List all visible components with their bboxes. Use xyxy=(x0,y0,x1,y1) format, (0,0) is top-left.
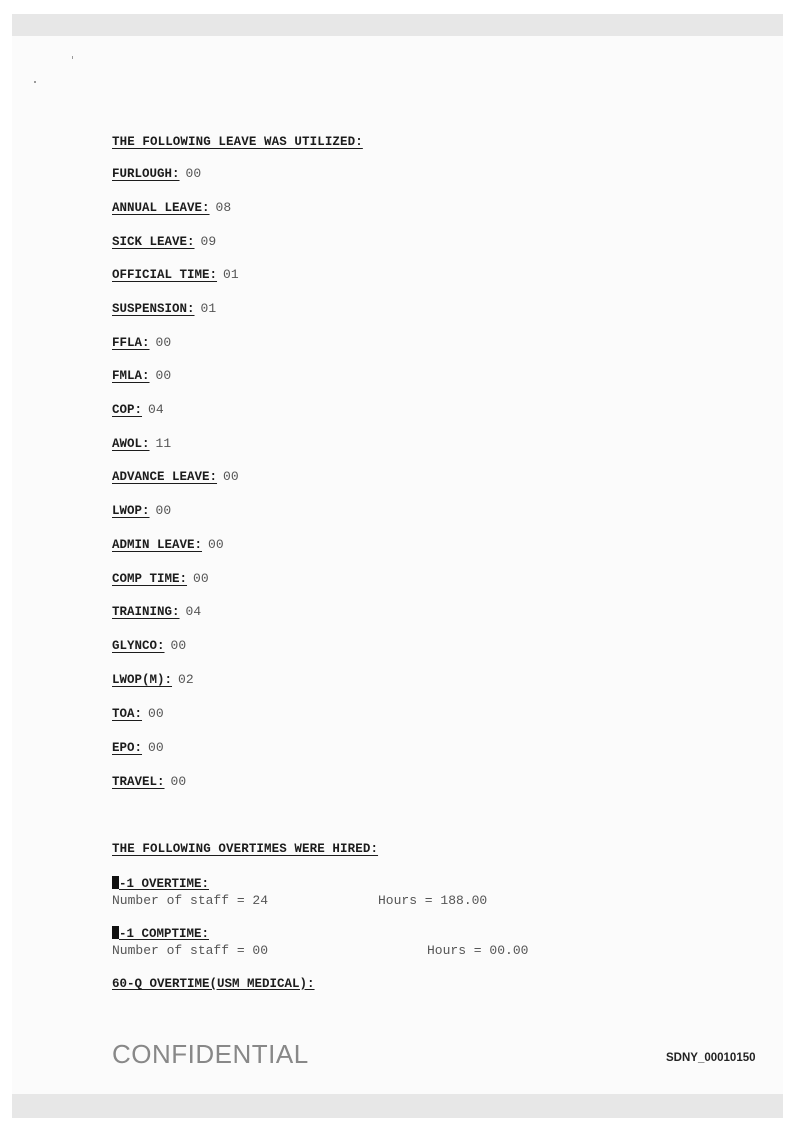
leave-item-cop xyxy=(112,402,164,417)
confidential-stamp: CONFIDENTIAL xyxy=(112,1039,309,1069)
overtime-title-text: -1 OVERTIME: xyxy=(119,877,210,891)
bates-number: SDNY_00010150 xyxy=(666,1052,756,1064)
leave-item-label: LWOP(M): xyxy=(112,673,173,687)
leave-item-value: 01 xyxy=(200,301,217,316)
leave-item-suspension xyxy=(112,301,216,316)
leave-item-value: 00 xyxy=(148,740,164,755)
leave-item-value: 04 xyxy=(185,604,202,619)
leave-item-admin-leave xyxy=(112,537,224,552)
leave-item-value: 00 xyxy=(170,774,187,789)
leave-item-awol xyxy=(112,436,171,451)
leave-item-label: ADMIN LEAVE: xyxy=(112,538,203,552)
leave-item-lwop-m xyxy=(112,672,194,687)
leave-item-value: 00 xyxy=(155,335,172,350)
leave-item-value: 02 xyxy=(178,672,194,687)
comptime-block-title xyxy=(112,926,209,941)
leave-item-fmla xyxy=(112,368,171,383)
comptime-title-text: -1 COMPTIME: xyxy=(119,927,210,941)
leave-section-heading: THE FOLLOWING LEAVE WAS UTILIZED: xyxy=(112,135,363,149)
overtime-section-heading: THE FOLLOWING OVERTIMES WERE HIRED: xyxy=(112,842,379,856)
leave-item-value: 00 xyxy=(155,368,172,383)
leave-item-annual-leave xyxy=(112,200,231,215)
scan-top-border xyxy=(12,14,783,36)
leave-item-label: LWOP: xyxy=(112,504,150,518)
leave-item-value: 00 xyxy=(185,166,202,181)
comptime-staff-count: Number of staff = 00 xyxy=(112,943,269,958)
leave-item-label: AWOL: xyxy=(112,437,150,451)
leave-item-label: SICK LEAVE: xyxy=(112,235,195,249)
leave-item-label: ANNUAL LEAVE: xyxy=(112,201,210,215)
scan-speck xyxy=(72,56,73,59)
leave-item-value: 00 xyxy=(170,638,187,653)
leave-item-sick-leave xyxy=(112,234,216,249)
medical-overtime-title: 60-Q OVERTIME(USM MEDICAL): xyxy=(112,977,315,991)
leave-item-label: FURLOUGH: xyxy=(112,167,180,181)
leave-item-value: 00 xyxy=(148,706,164,721)
leave-item-label: ADVANCE LEAVE: xyxy=(112,470,218,484)
leave-item-value: 01 xyxy=(223,267,239,282)
leave-item-value: 00 xyxy=(155,503,172,518)
leave-item-official-time xyxy=(112,267,239,282)
leave-item-advance-leave xyxy=(112,469,239,484)
overtime-hours: Hours = 188.00 xyxy=(378,893,488,908)
leave-item-label: FFLA: xyxy=(112,336,150,350)
leave-item-value: 00 xyxy=(223,469,239,484)
leave-item-toa xyxy=(112,706,164,721)
comptime-hours: Hours = 00.00 xyxy=(427,943,529,958)
leave-item-label: GLYNCO: xyxy=(112,639,165,653)
leave-item-label: EPO: xyxy=(112,741,143,755)
leave-item-ffla xyxy=(112,335,171,350)
leave-item-lwop xyxy=(112,503,171,518)
leave-item-label: SUSPENSION: xyxy=(112,302,195,316)
leave-item-value: 09 xyxy=(200,234,217,249)
leave-item-epo xyxy=(112,740,164,755)
overtime-staff-count: Number of staff = 24 xyxy=(112,893,269,908)
leave-item-label: TRAVEL: xyxy=(112,775,165,789)
leave-item-value: 08 xyxy=(215,200,232,215)
leave-item-glynco xyxy=(112,638,186,653)
leave-item-label: FMLA: xyxy=(112,369,150,383)
leave-item-value: 11 xyxy=(155,436,172,451)
leave-item-value: 04 xyxy=(148,402,164,417)
redaction-block xyxy=(112,876,119,889)
redaction-block xyxy=(112,926,119,939)
leave-item-label: TOA: xyxy=(112,707,143,721)
leave-item-label: COP: xyxy=(112,403,143,417)
leave-item-value: 00 xyxy=(208,537,224,552)
leave-item-label: OFFICIAL TIME: xyxy=(112,268,218,282)
scan-bottom-border xyxy=(12,1094,783,1118)
overtime-block-title xyxy=(112,876,209,891)
leave-item-label: TRAINING: xyxy=(112,605,180,619)
leave-item-value: 00 xyxy=(193,571,209,586)
leave-item-travel xyxy=(112,774,186,789)
leave-item-label: COMP TIME: xyxy=(112,572,188,586)
leave-item-comp-time xyxy=(112,571,209,586)
scan-speck xyxy=(34,81,36,83)
leave-item-training xyxy=(112,604,201,619)
leave-item-furlough xyxy=(112,166,201,181)
